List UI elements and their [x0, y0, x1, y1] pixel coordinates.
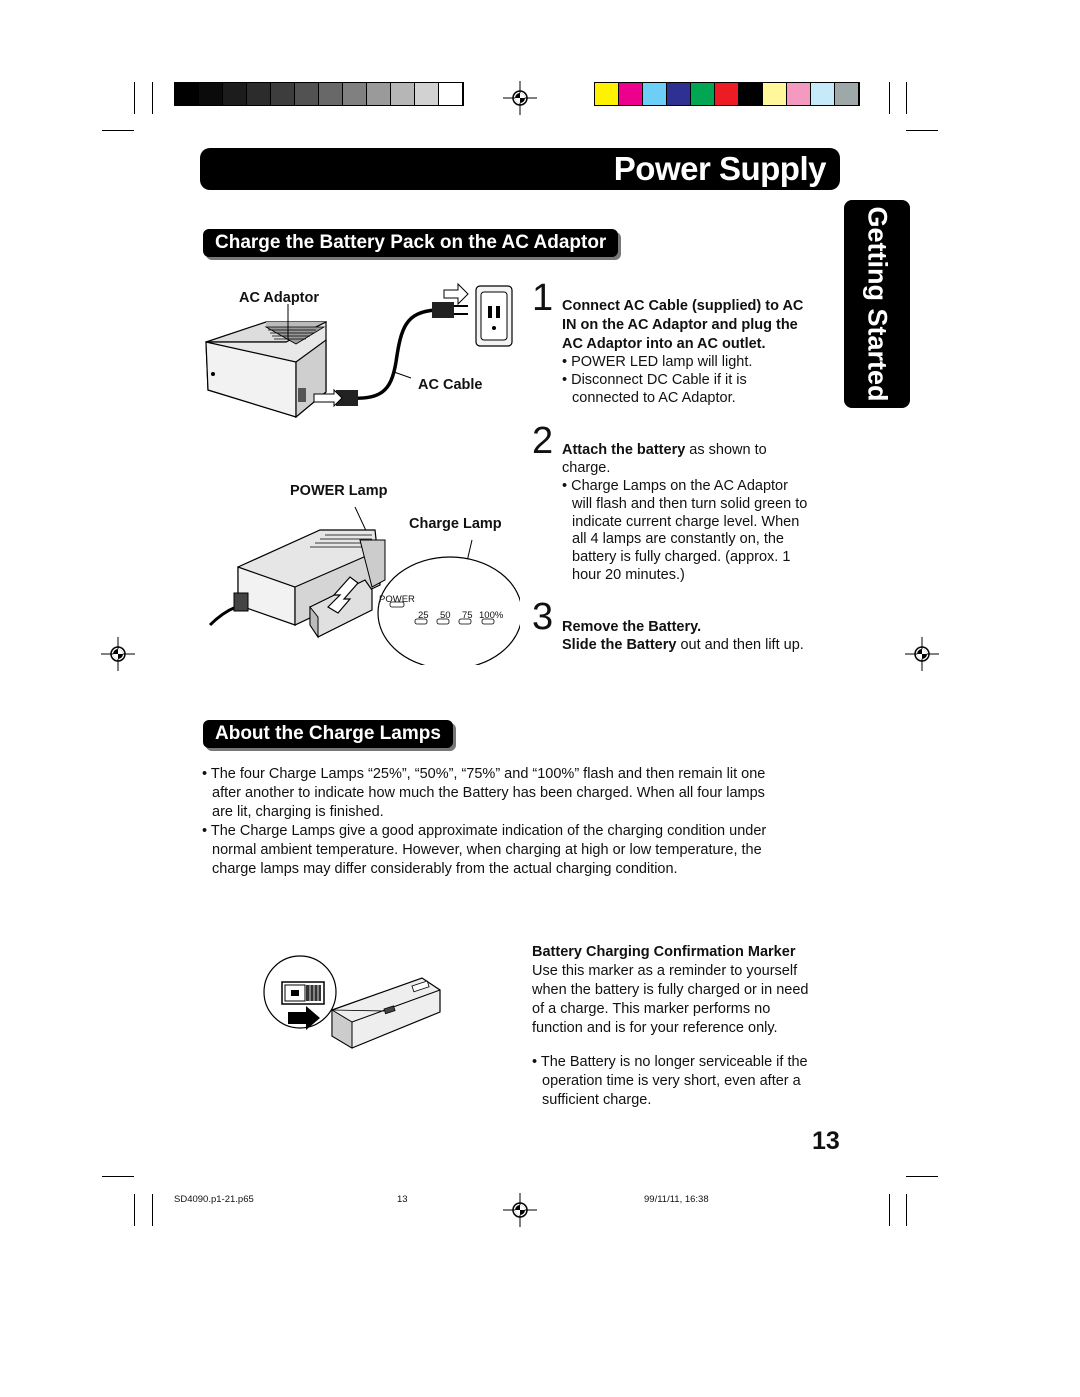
- label-power-lamp: POWER Lamp: [290, 483, 388, 499]
- step-3-bold: Slide the Battery: [562, 637, 677, 653]
- grayscale-bar: [174, 82, 464, 106]
- crop-mark: [906, 1194, 907, 1226]
- step-2-b3: indicate current charge level. When: [572, 514, 800, 530]
- crop-mark: [152, 82, 153, 114]
- page-number: 13: [812, 1127, 840, 1155]
- page-title: Power Supply: [613, 150, 826, 187]
- step-2-b6: hour 20 minutes.): [572, 567, 685, 583]
- step-2-line1: [562, 441, 767, 459]
- lamps-p1a: • The four Charge Lamps “25%”, “50%”, “75%” and “100%” flash and then remain lit one: [202, 766, 766, 782]
- footer-file: SD4090.p1-21.p65: [174, 1194, 254, 1205]
- step-2-line2: charge.: [562, 460, 611, 476]
- crop-mark: [906, 130, 938, 131]
- lamps-p1c: are lit, charging is finished.: [212, 804, 384, 820]
- color-swatch: [835, 83, 859, 105]
- lamp-label-50: 50: [440, 610, 451, 621]
- color-swatch: [619, 83, 643, 105]
- crop-mark: [102, 1176, 134, 1177]
- footer-page: 13: [397, 1194, 408, 1205]
- color-swatch: [175, 83, 199, 105]
- crop-mark: [134, 1194, 135, 1226]
- step-2-number: 2: [532, 420, 554, 462]
- color-swatch: [367, 83, 391, 105]
- crop-mark: [134, 82, 135, 114]
- step-2-rest: as shown to: [685, 442, 767, 458]
- step-2-b2: will flash and then turn solid green to: [572, 496, 808, 512]
- step-2-b1: • Charge Lamps on the AC Adaptor: [562, 478, 788, 494]
- footer-date: 99/11/11, 16:38: [644, 1194, 709, 1205]
- color-swatch: [643, 83, 667, 105]
- step-1-line3: AC Adaptor into an AC outlet.: [562, 336, 766, 352]
- registration-mark-icon: [905, 637, 939, 671]
- color-swatch: [343, 83, 367, 105]
- color-swatch: [739, 83, 763, 105]
- registration-mark-icon: [503, 81, 537, 115]
- step-3-line2: [562, 636, 804, 654]
- crop-mark: [906, 1176, 938, 1177]
- step-2-b5: battery is fully charged. (approx. 1: [572, 549, 791, 565]
- step-1-line1: Connect AC Cable (supplied) to AC: [562, 298, 804, 314]
- label-ac-adaptor: AC Adaptor: [239, 290, 320, 306]
- step-1-bullet1: • POWER LED lamp will light.: [562, 354, 753, 370]
- color-swatch: [391, 83, 415, 105]
- step-3-number: 3: [532, 596, 554, 638]
- lamp-label-75: 75: [462, 610, 473, 621]
- lamp-label-100: 100%: [479, 610, 504, 621]
- section-heading-charge: Charge the Battery Pack on the AC Adaptor: [203, 229, 618, 257]
- registration-mark-icon: [503, 1193, 537, 1227]
- color-swatch: [811, 83, 835, 105]
- side-tab-label: Getting Started: [862, 206, 893, 402]
- step-1-bullet2b: connected to AC Adaptor.: [572, 390, 736, 406]
- lamps-p2c: charge lamps may differ considerably from the actual charging condition.: [212, 861, 678, 877]
- crop-mark: [889, 1194, 890, 1226]
- color-bar: [594, 82, 860, 106]
- lamp-label-25: 25: [418, 610, 429, 621]
- color-swatch: [415, 83, 439, 105]
- crop-mark: [889, 82, 890, 114]
- label-ac-cable: AC Cable: [418, 377, 483, 393]
- marker-line3: of a charge. This marker performs no: [532, 1001, 771, 1017]
- step-1-line2: IN on the AC Adaptor and plug the: [562, 317, 798, 333]
- title-banner: [200, 148, 840, 190]
- lamps-p2a: • The Charge Lamps give a good approximate indication of the charging condition under: [202, 823, 767, 839]
- marker-line2: when the battery is fully charged or in need: [532, 982, 809, 998]
- lamps-p2b: normal ambient temperature. However, when charging at high or low temperature, the: [212, 842, 762, 858]
- step-1-number: 1: [532, 277, 554, 319]
- marker-bullet3: sufficient charge.: [542, 1092, 652, 1108]
- color-swatch: [667, 83, 691, 105]
- color-swatch: [223, 83, 247, 105]
- ac-adaptor-illustration: [196, 282, 526, 442]
- label-charge-lamp: Charge Lamp: [409, 516, 502, 532]
- color-swatch: [691, 83, 715, 105]
- side-tab: [844, 200, 910, 408]
- step-3-line1: Remove the Battery.: [562, 619, 702, 635]
- color-swatch: [787, 83, 811, 105]
- step-3-rest: out and then lift up.: [676, 637, 804, 653]
- marker-title: Battery Charging Confirmation Marker: [532, 944, 796, 960]
- marker-line1: Use this marker as a reminder to yourself: [532, 963, 798, 979]
- color-swatch: [763, 83, 787, 105]
- color-swatch: [199, 83, 223, 105]
- registration-mark-icon: [101, 637, 135, 671]
- marker-line4: function and is for your reference only.: [532, 1020, 778, 1036]
- crop-mark: [906, 82, 907, 114]
- color-swatch: [439, 83, 463, 105]
- marker-bullet2: operation time is very short, even after a: [542, 1073, 801, 1089]
- step-1-bullet2a: • Disconnect DC Cable if it is: [562, 372, 747, 388]
- color-swatch: [715, 83, 739, 105]
- label-power-text: POWER: [379, 594, 415, 605]
- crop-mark: [102, 130, 134, 131]
- marker-bullet1: • The Battery is no longer serviceable if the: [532, 1054, 808, 1070]
- section-heading-lamps: About the Charge Lamps: [203, 720, 453, 748]
- step-2-b4: all 4 lamps are constantly on, the: [572, 531, 784, 547]
- battery-marker-illustration: [262, 950, 472, 1070]
- color-swatch: [295, 83, 319, 105]
- step-2-bold: Attach the battery: [562, 442, 686, 458]
- color-swatch: [595, 83, 619, 105]
- color-swatch: [247, 83, 271, 105]
- color-swatch: [319, 83, 343, 105]
- color-swatch: [271, 83, 295, 105]
- crop-mark: [152, 1194, 153, 1226]
- lamps-p1b: after another to indicate how much the Battery has been charged. When all four lamps: [212, 785, 765, 801]
